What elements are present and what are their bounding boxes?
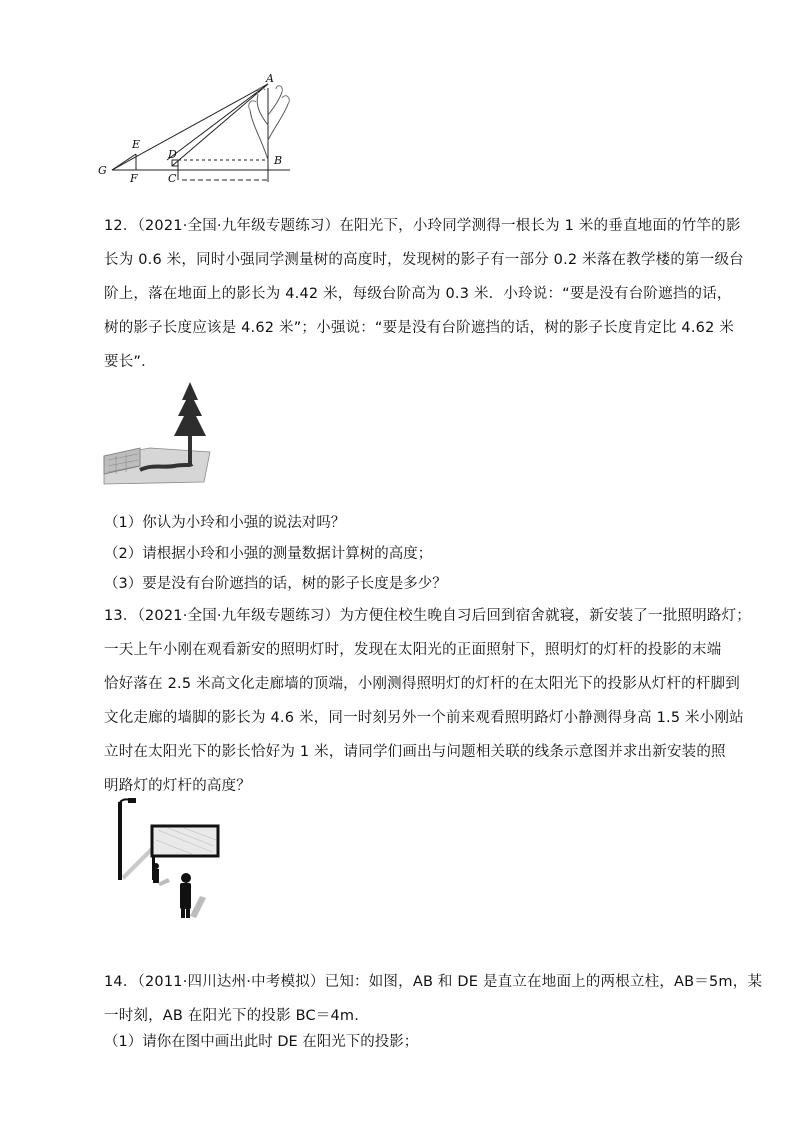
q12-line: 要长”． [104, 354, 156, 370]
q14-line: 14．（2011·四川达州·中考模拟）已知：如图，AB 和 DE 是直立在地面上的两根立柱，AB＝5m，某 [104, 974, 763, 990]
q12-line: 长为 0.6 米，同时小强同学测量树的高度时，发现树的影子有一部分 0.2 米落在教学楼的第一级台 [104, 252, 744, 268]
q13-line: 文化走廊的墙脚的影长为 4.6 米，同一时刻另外一个前来观看照明路灯小静测得身高 1.5 米小刚站 [104, 710, 744, 726]
label-d: D [168, 148, 177, 161]
street-lamp-figure [108, 796, 228, 926]
question-14-text [104, 965, 763, 1033]
label-a: A [266, 72, 274, 85]
q12-subquestion-2: （2）请根据小玲和小强的测量数据计算树的高度； [104, 546, 433, 562]
label-c: C [168, 172, 177, 185]
question-12-text [104, 209, 744, 379]
label-f: F [130, 172, 138, 185]
q13-line: 立时在太阳光下的影长恰好为 1 米，请同学们画出与问题相关联的线条示意图并求出新安装的照 [104, 744, 726, 760]
q13-line: 一天上午小刚在观看新安的照明灯时，发现在太阳光的正面照射下，照明灯的灯杆的投影的末端 [104, 642, 722, 658]
q12-subquestion-3: （3）要是没有台阶遮挡的话，树的影子长度是多少？ [104, 576, 447, 592]
tree-on-steps-figure [100, 378, 212, 488]
q14-line: 一时刻，AB 在阳光下的投影 BC＝4m. [104, 1008, 360, 1024]
label-g: G [98, 164, 107, 177]
q12-line: 阶上，落在地面上的影长为 4.42 米，每级台阶高为 0.3 米．小玲说：“要是没有台阶遮挡的话， [104, 286, 732, 302]
q14-subquestion-1: （1）请你在图中画出此时 DE 在阳光下的投影； [104, 1034, 419, 1050]
question-13-text [104, 599, 751, 803]
label-b: B [274, 154, 283, 167]
tree-shadow-geometry-figure [90, 70, 310, 190]
q13-line: 恰好落在 2.5 米高文化走廊墙的顶端，小刚测得照明灯的灯杆的在太阳光下的投影从灯杆的杆脚到 [104, 676, 740, 692]
label-e: E [132, 138, 141, 151]
q12-subquestion-1: （1）你认为小玲和小强的说法对吗？ [104, 515, 346, 531]
q13-line: 13．（2021·全国·九年级专题练习）为方便住校生晚自习后回到宿舍就寝，新安装了一批照明路灯； [104, 608, 751, 624]
q12-line: 12．（2021·全国·九年级专题练习）在阳光下，小玲同学测得一根长为 1 米的垂直地面的竹竿的影 [104, 218, 741, 234]
q13-line: 明路灯的灯杆的高度？ [104, 778, 251, 794]
q12-line: 树的影子长度应该是 4.62 米”；小强说：“要是没有台阶遮挡的话，树的影子长度肯定比 4.62 米 [104, 320, 735, 336]
